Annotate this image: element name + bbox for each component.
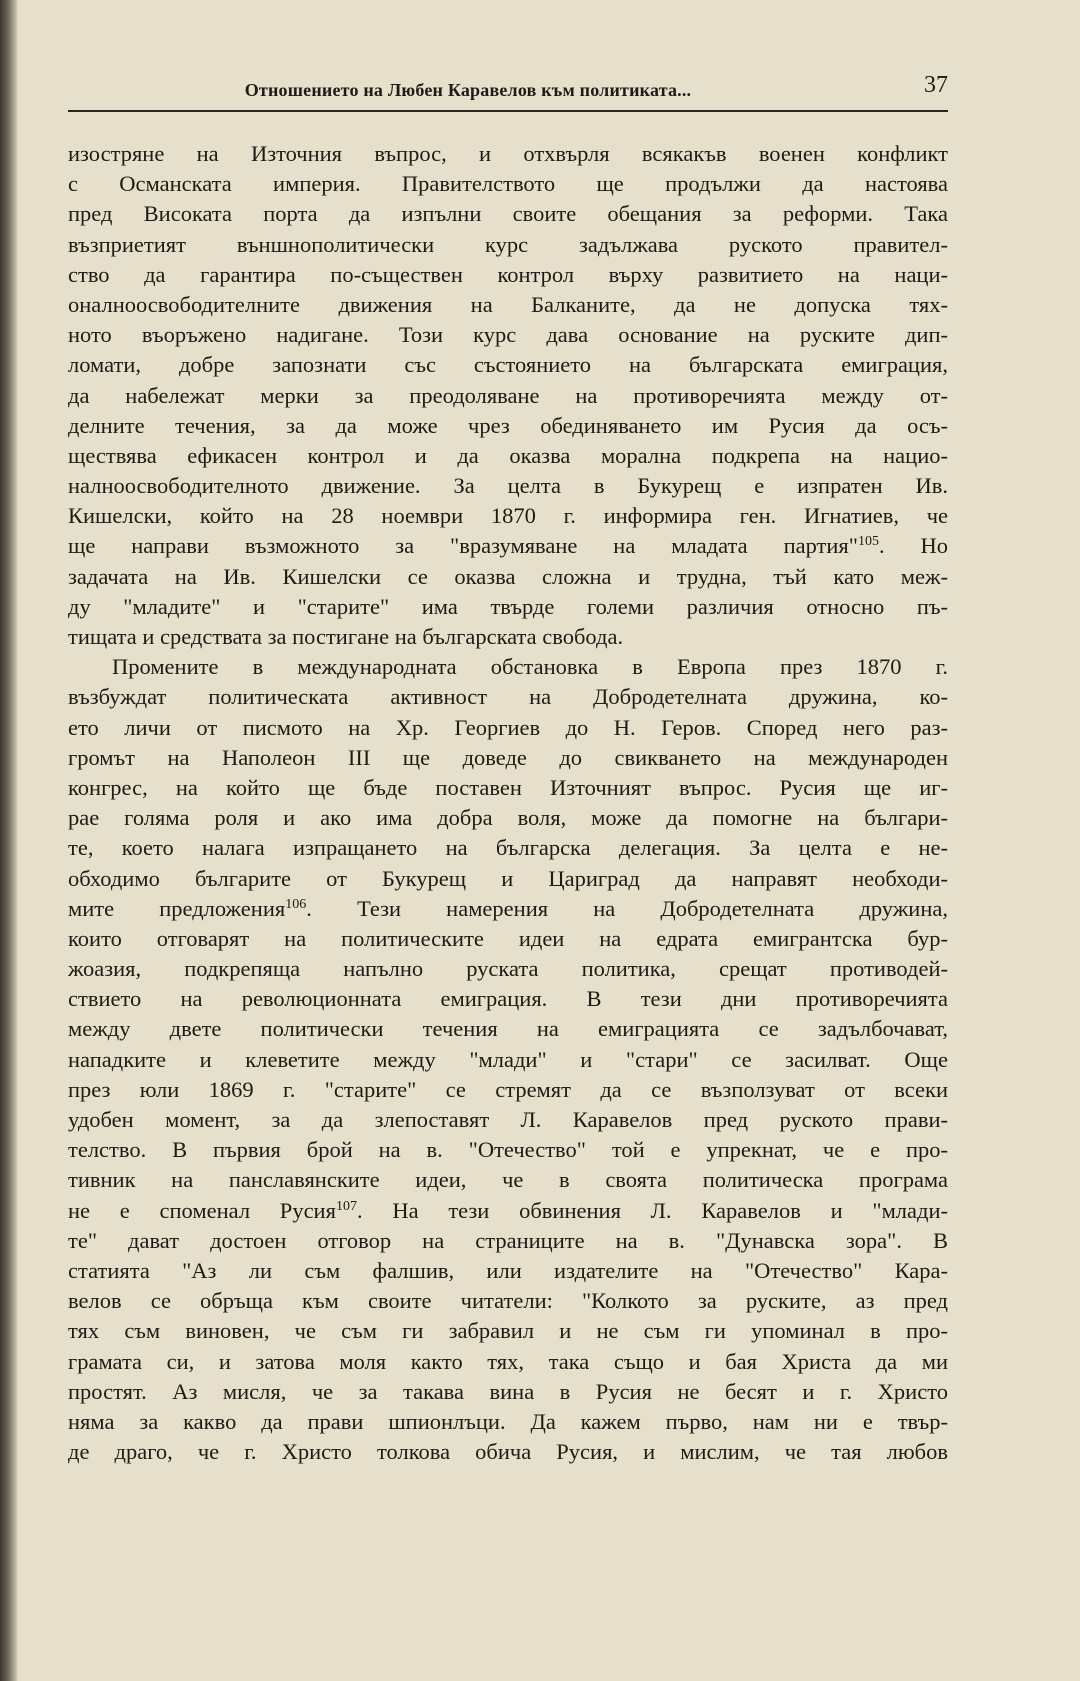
text-line [68, 1407, 948, 1437]
text-line [68, 803, 948, 833]
line-text: да набележат мерки за преодоляване на противоречията между от- [68, 382, 948, 408]
text-line [68, 894, 948, 924]
line-text: простят. Аз мисля, че за такава вина в Русия не бесят и г. Христо [68, 1378, 948, 1404]
text-line [68, 562, 948, 592]
line-text: обходимо българите от Букурещ и Цариград да направят необходи- [68, 865, 948, 891]
text-line [68, 139, 948, 169]
line-text: те, което налага изпращането на българска делегация. За целта е не- [68, 835, 948, 861]
line-text: ломати, добре запознати със състоянието на българската емиграция, [68, 352, 948, 378]
text-line [68, 441, 948, 471]
text-line [68, 260, 948, 290]
line-text: мите предложения [68, 895, 286, 921]
line-text: тивник на панславянските идеи, че в своята политическа програма [68, 1167, 948, 1193]
line-text: няма за какво да прави шпионлъци. Да кажем първо, нам ни е твър- [68, 1408, 948, 1434]
book-page [18, 0, 1080, 1681]
line-text: ще направи възможното за "вразумяване на младата партия" [68, 533, 858, 559]
text-line [68, 833, 948, 863]
line-text: пред Високата порта да изпълни своите обещания за реформи. Така [68, 201, 948, 227]
text-line [68, 682, 948, 712]
text-line [68, 743, 948, 773]
text-line [68, 592, 948, 622]
line-text-continuation: . На тези обвинения Л. Каравелов и "млади- [356, 1197, 948, 1223]
text-line [68, 1105, 948, 1135]
text-line [68, 1045, 948, 1075]
line-text: удобен момент, за да злепоставят Л. Каравелов пред руското прави- [68, 1107, 948, 1132]
text-line [68, 1226, 948, 1256]
text-line [68, 652, 948, 682]
text-line [68, 290, 948, 320]
line-text: ето личи от писмото на Хр. Георгиев до Н. Геров. Според него раз- [68, 714, 948, 740]
line-text: през юли 1869 г. "старите" се стремят да се възползуват от всеки [68, 1076, 948, 1102]
text-line [68, 1286, 948, 1316]
text-line [68, 1196, 948, 1226]
text-line [68, 1014, 948, 1044]
line-text: нападките и клеветите между "млади" и "стари" се засилват. Още [68, 1046, 948, 1072]
line-text: велов се обръща към своите читатели: "Колкото за руските, аз пред [68, 1288, 948, 1314]
text-line [68, 1256, 948, 1286]
text-line [68, 954, 948, 984]
line-text: с Османската империя. Правителството ще продължи да настоява [68, 171, 948, 197]
line-text: Кишелски, който на 28 ноември 1870 г. информира ген. Игнатиев, че [68, 503, 948, 529]
line-text: възбуждат политическата активност на Добродетелната дружина, ко- [68, 684, 948, 710]
line-text: те" дават достоен отговор на страниците на в. "Дунавска зора". В [68, 1227, 948, 1253]
line-text: грамата си, и затова моля както тях, така също и бая Христа да ми [68, 1348, 948, 1374]
text-line [68, 1165, 948, 1195]
line-text: конгрес, на който ще бъде поставен Източният въпрос. Русия ще иг- [68, 774, 948, 800]
text-line [68, 713, 948, 743]
text-line [68, 230, 948, 260]
line-text-continuation: . Тези намерения на Добродетелната дружина, [306, 895, 948, 921]
footnote-marker: 105 [857, 534, 879, 550]
text-line [68, 501, 948, 531]
line-text: ществява ефикасен контрол и да оказва морална подкрепа на нацио- [68, 442, 948, 468]
text-line [68, 864, 948, 894]
text-line [68, 1316, 948, 1346]
text-line [68, 531, 948, 561]
text-line [68, 1437, 948, 1467]
line-text: рае голяма роля и ако има добра воля, може да помогне на българи- [68, 805, 948, 831]
line-text: ствието на революционната емиграция. В тези дни противоречията [68, 986, 948, 1012]
line-text: налноосвободителното движение. За целта в Букурещ е изпратен Ив. [68, 473, 948, 499]
running-head: Отношението на Любен Каравелов към политиката... [244, 80, 692, 100]
body-text [68, 139, 948, 1467]
line-text: де драго, че г. Христо толкова обича Русия, и мислим, че тая любов [68, 1439, 948, 1465]
line-text-continuation: . Но [878, 533, 948, 559]
line-text: тях съм виновен, че съм ги забравил и не съм ги упоминал в про- [68, 1318, 948, 1344]
text-line [68, 1377, 948, 1407]
line-text: между двете политически течения на емиграцията се задълбочават, [68, 1016, 948, 1042]
text-line [68, 1347, 948, 1377]
line-text: Промените в международната обстановка в Европа през 1870 г. [112, 654, 948, 680]
line-text: оналноосвободителните движения на Балканите, да не допуска тях- [68, 291, 948, 317]
text-line [68, 1135, 948, 1165]
text-line [68, 411, 948, 441]
line-text: громът на Наполеон III ще доведе до свикването на международен [68, 744, 948, 770]
book-spine-shadow [0, 0, 18, 1681]
text-line [68, 1075, 948, 1105]
line-text: не е споменал Русия [68, 1197, 336, 1223]
footnote-marker: 107 [335, 1198, 357, 1214]
line-text: задачата на Ив. Кишелски се оказва сложна и трудна, тъй като меж- [68, 563, 948, 589]
text-line [68, 622, 948, 652]
footnote-marker: 106 [285, 896, 307, 912]
line-text: ното въоръжено надигане. Този курс дава основание на руските дип- [68, 322, 948, 348]
line-text: статията "Аз ли съм фалшив, или издателите на "Отечество" Кара- [68, 1257, 948, 1283]
line-text: тищата и средствата за постигане на българската свобода. [68, 624, 624, 649]
line-text: телство. В първия брой на в. "Отечество" той е упрекнат, че е про- [68, 1137, 948, 1163]
line-text: жоазия, подкрепяща напълно руската политика, срещат противодей- [68, 956, 948, 982]
line-text: възприетият външнополитически курс задължава руското правител- [68, 231, 948, 257]
text-line [68, 320, 948, 350]
text-line [68, 350, 948, 380]
page-header [68, 72, 948, 112]
text-line [68, 773, 948, 803]
line-text: делните течения, за да може чрез обединяването им Русия да осъ- [68, 412, 948, 438]
line-text: изостряне на Източния въпрос, и отхвърля всякакъв военен конфликт [68, 141, 948, 166]
line-text: които отговарят на политическите идеи на едрата емигрантска бур- [68, 925, 948, 951]
text-line [68, 381, 948, 411]
line-text: ство да гарантира по-съществен контрол върху развитието на наци- [68, 261, 948, 287]
text-line [68, 984, 948, 1014]
text-line [68, 199, 948, 229]
text-line [68, 169, 948, 199]
text-line [68, 924, 948, 954]
page-number: 37 [924, 72, 948, 98]
text-line [68, 471, 948, 501]
line-text: ду "младите" и "старите" има твърде големи различия относно пъ- [68, 593, 948, 619]
